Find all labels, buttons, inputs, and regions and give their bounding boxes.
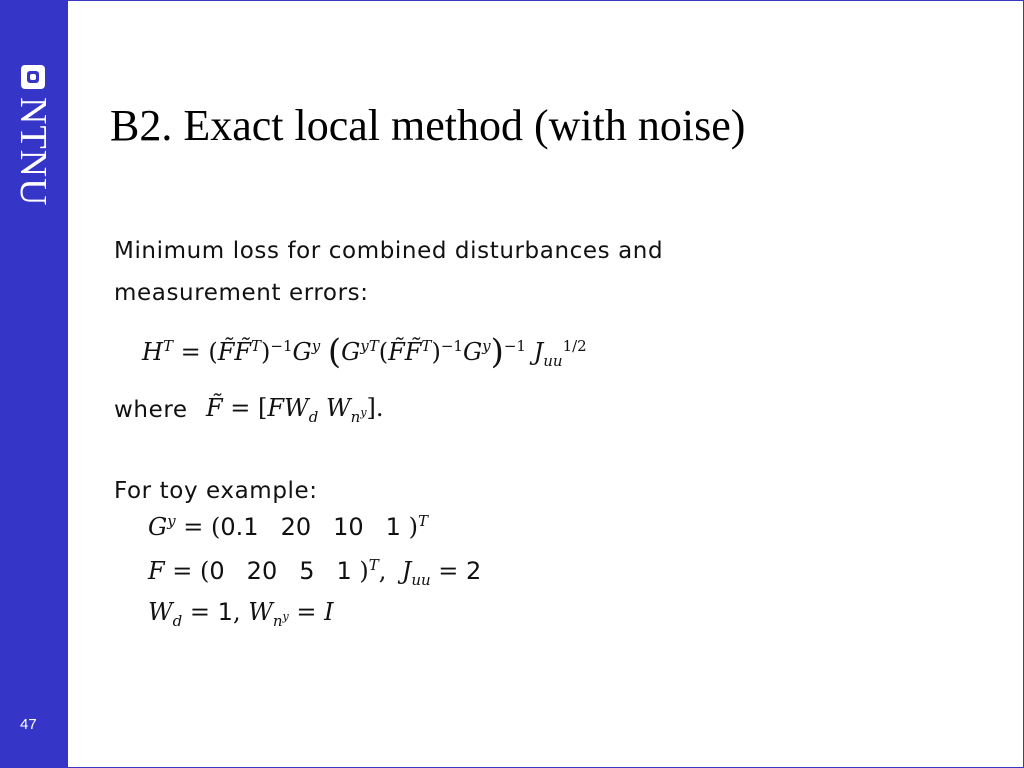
formula-gy: $G^y = (0.1$ 20 10 1 )$^T$ xyxy=(148,512,428,541)
gy-value: 0.1 xyxy=(220,513,259,541)
formula-f: F = (0 20 5 1 )$^T$, $J_{uu} = 2$ xyxy=(148,556,482,589)
ntnu-logo-icon xyxy=(21,65,45,89)
intro-line-1: Minimum loss for combined disturbances and xyxy=(114,238,664,264)
gy-value: 10 xyxy=(333,513,364,541)
logo-text: NTNU xyxy=(12,97,54,207)
formula-ht: $H^T$ = $(F̃F̃^T)^{-1}G^y$ $(G^{yT}(F̃F̃^T)^{-1}G^y)^{-1}$ $J_{uu}^{1/2}$ xyxy=(142,332,587,372)
intro-line-2: measurement errors: xyxy=(114,280,369,306)
f-value: 5 xyxy=(299,557,315,585)
f-value: 0 xyxy=(209,557,225,585)
juu-value: 2 xyxy=(466,557,482,585)
slide-title: B2. Exact local method (with noise) xyxy=(110,101,746,150)
page-number: 47 xyxy=(20,716,37,733)
toy-heading: For toy example: xyxy=(114,478,318,504)
formula-wd: $W_d = 1$, $W_{n^y} = I$ xyxy=(148,598,334,630)
f-value: 20 xyxy=(246,557,278,585)
sidebar xyxy=(0,0,68,768)
gy-value: 1 xyxy=(385,513,401,541)
where-label: where xyxy=(114,397,188,423)
formula-ftilde: F̃ = [$FW_d$ $W_{n^y}$]. xyxy=(206,394,384,426)
wd-value: 1 xyxy=(217,598,233,626)
gy-value: 20 xyxy=(280,513,312,541)
f-value: 1 xyxy=(336,557,352,585)
